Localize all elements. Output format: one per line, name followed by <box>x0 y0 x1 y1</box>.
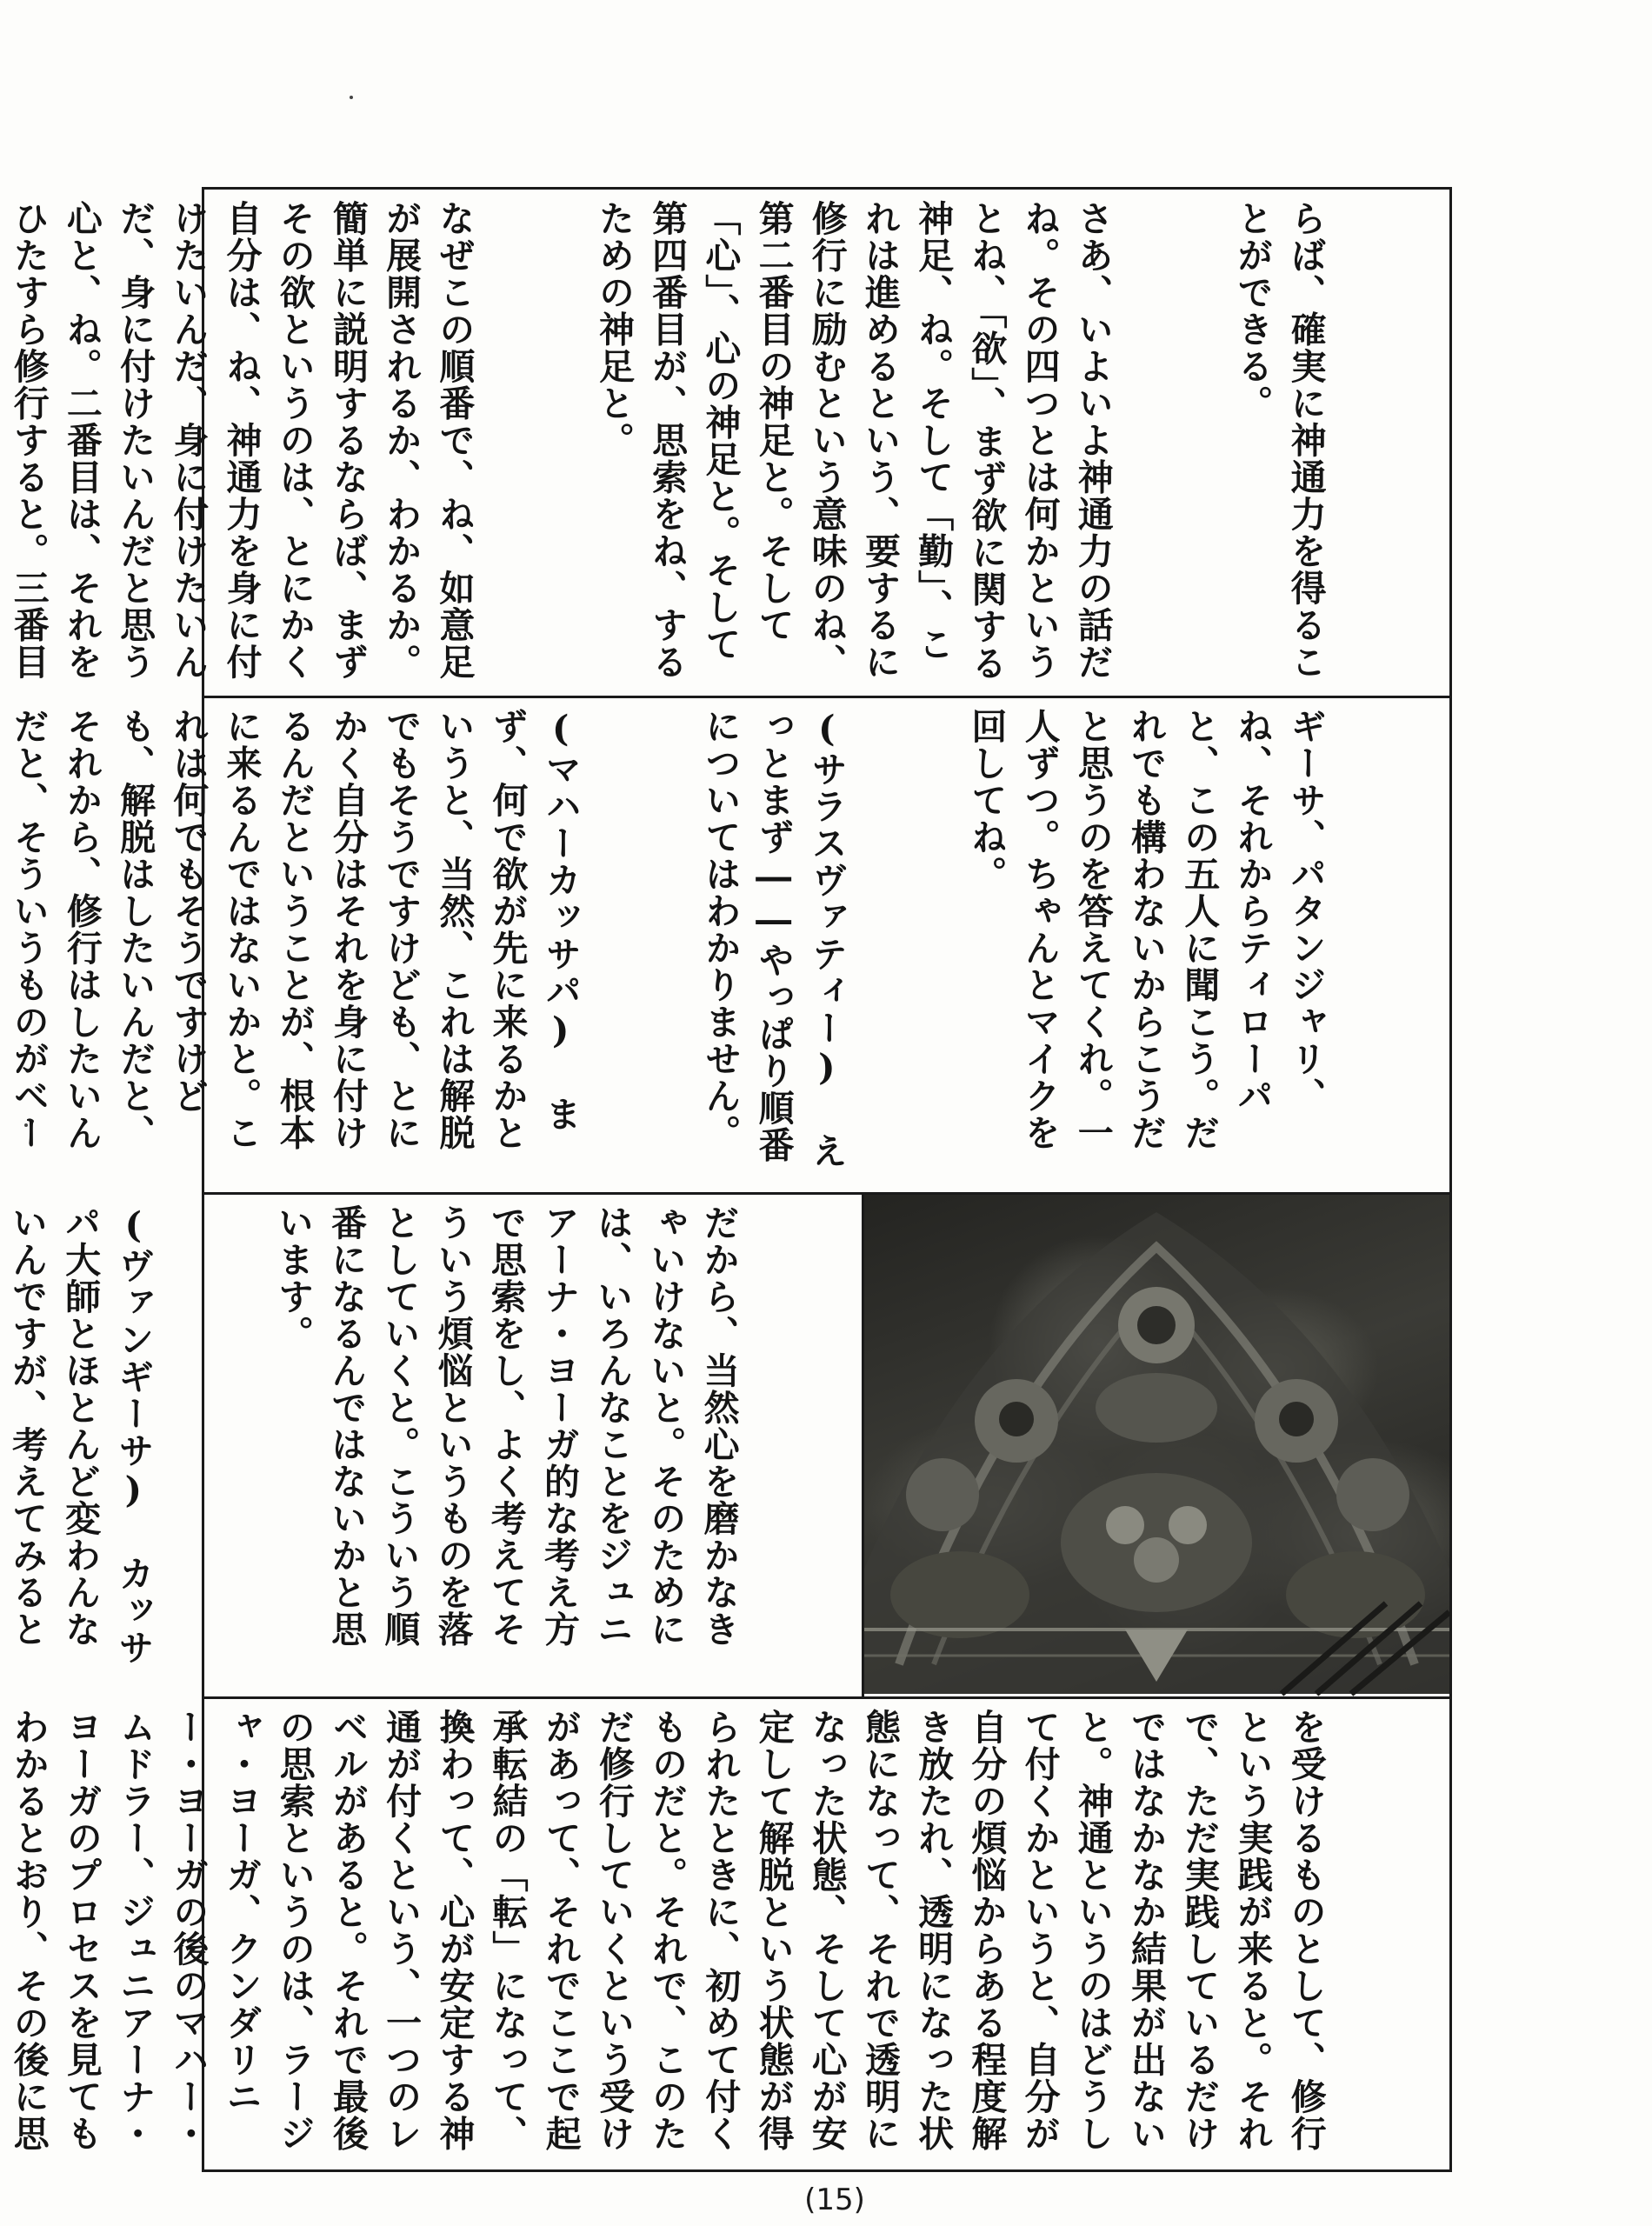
relief-carving-photo <box>864 1195 1449 1694</box>
paragraph: ギーサ、パタンジャリ、ね、それからティローパと、この五人に聞こう。だれでも構わないからこうだと思うのを答えてくれ。一人ずつ。ちゃんとマイクを回してね。 <box>965 708 1327 1151</box>
divider-3 <box>204 1696 1449 1699</box>
paragraph: さあ、いよいよ神通力の話だね。その四つとは何かというとね、「欲」、まず欲に関する神足、ね。そして「勤」、これは進めるという、要するに修行に励むという意味のね、第二番目の神足と。そして「心」、心の神足と。そして第四番目が、思索をね、するための神足と。 <box>592 200 1114 682</box>
paragraph: (サラスヴァティー) えっとまず――やっぱり順番についてはわかりません。 <box>699 708 848 1170</box>
paragraph: (マハーカッサパ) まず、何で欲が先に来るかというと、当然、これは解脱でもそうですけども、とにかく自分はそれを身に付けるんだということが、根本に来るんではないかと。これは何でもそうですけども、解脱はしたいんだと、それから、修行はしたいんだと、そういうものがベー <box>7 708 582 1151</box>
section-bottom <box>7 1709 1438 2162</box>
paragraph: (ヴァンギーサ) カッサパ大師とほとんど変わんないんですが、考えてみると <box>5 1204 155 1666</box>
section-top <box>7 200 1438 683</box>
paragraph: らば、確実に神通力を得ることができる。 <box>1231 200 1327 681</box>
section-lower <box>5 1204 851 1684</box>
scan-speck <box>350 96 353 99</box>
paragraph: なぜこの順番で、ね、如意足が展開されるか、わかるか。簡単に説明するならば、まずその欲というのは、とにかく自分は、ね、神通力を身に付けたいんだ、身に付けたいんだ、身に付けたいんだと思う心と、ね。二番目は、それをひたすら修行すると。三番目 <box>7 200 476 681</box>
paragraph: だから、当然心を磨かなきゃいけないと。そのためには、いろんなことをジュニアーナ・ヨーガ的な考え方で思索をし、よく考えてそういう煩悩というものを落としていくと。こういう順番になるんではないかと思います。 <box>271 1204 740 1648</box>
section-middle <box>7 708 1438 1182</box>
page-number: (15) <box>804 2183 865 2217</box>
text-frame <box>5 187 1452 2172</box>
divider-1 <box>204 696 1449 698</box>
paragraph: を受けるものとして、修行という実践が来ると。それで、ただ実践しているだけではなかなか結果が出ないと。神通というのはどうして付くかというと、自分が自分の煩悩からある程度解き放たれ、透明になった状態になって、それで透明になった状態、そして心が安定して解脱という状態が得られたときに、初めて付くものだと。それで、このただ修行していくという受けがあって、それでここで起承転結の「転」になって、換わって、心が安定する神通が付くという、一つのレベルがあると。それで最後の思索というのは、ラージャ・ヨーガ、クンダリニー・ヨーガの後のマハー・ムドラー、ジュニアーナ・ヨーガのプロセスを見てもわかるとおり、その後に思 <box>7 1709 1327 2152</box>
relief-carving-photo-svg <box>864 1195 1449 1694</box>
